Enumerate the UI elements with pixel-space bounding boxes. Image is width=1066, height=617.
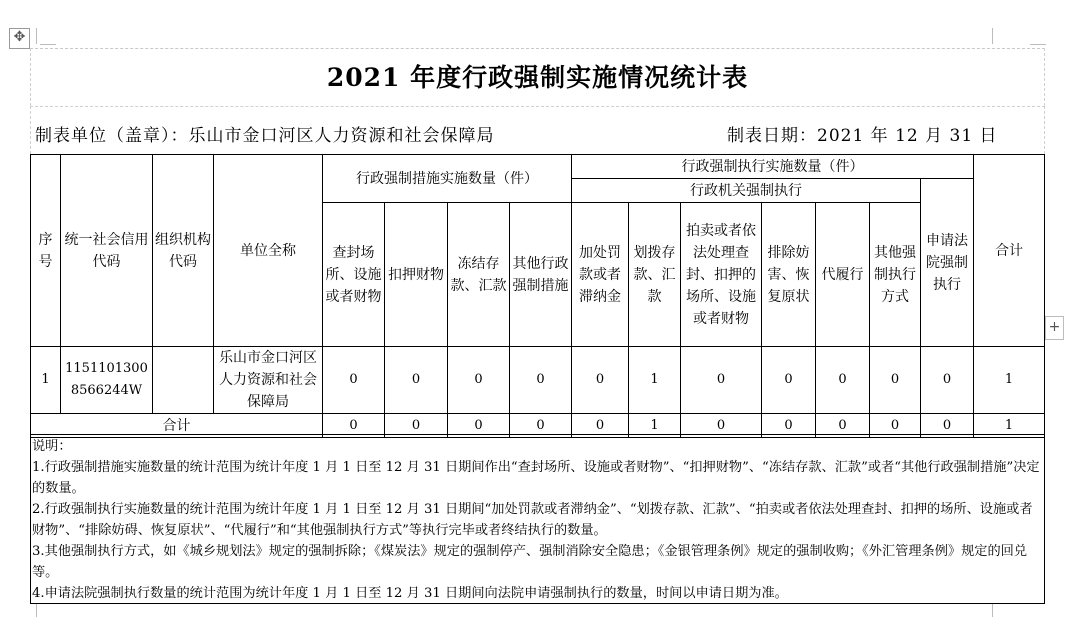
header-total: 合计 (974, 155, 1045, 347)
header-measure-seal: 查封场所、设施或者财物 (323, 203, 385, 347)
row-value: 0 (385, 347, 448, 414)
header-unit-name: 单位全称 (214, 155, 323, 347)
note-item: 4.申请法院强制执行数量的统计范围为统计年度 1 月 1 日至 12 月 31 日期间向法院申请强制执行的数量，时间以申请日期为准。 (32, 586, 788, 601)
crop-mark (992, 28, 993, 44)
header-agency-transfer: 划拨存款、汇款 (629, 203, 681, 347)
row-unit-name: 乐山市金口河区人力资源和社会保障局 (214, 347, 323, 414)
header-agency-group: 行政机关强制执行 (572, 179, 921, 203)
total-value: 0 (323, 414, 385, 438)
header-agency-substitute: 代履行 (816, 203, 870, 347)
header-agency-remove: 排除妨害、恢复原状 (762, 203, 816, 347)
row-value: 0 (921, 347, 974, 414)
row-value: 0 (323, 347, 385, 414)
row-credit-code: 11511013008566244W (61, 347, 153, 414)
header-org-code: 组织机构代码 (153, 155, 214, 347)
total-value: 0 (870, 414, 921, 438)
crop-mark (36, 28, 37, 44)
header-measures-group: 行政强制措施实施数量（件） (323, 155, 572, 203)
total-value: 0 (681, 414, 762, 438)
row-value: 0 (448, 347, 510, 414)
notes-heading: 说明： (32, 439, 72, 454)
header-agency-penalty: 加处罚款或者滞纳金 (572, 203, 629, 347)
total-label: 合计 (31, 414, 323, 438)
crop-mark (1030, 44, 1046, 45)
row-value: 1 (629, 347, 681, 414)
row-value: 0 (681, 347, 762, 414)
total-value: 1 (974, 414, 1045, 438)
note-item: 3.其他强制执行方式，如《城乡规划法》规定的强制拆除；《煤炭法》规定的强制停产、强制消除安全隐患；《金银管理条例》规定的强制收购；《外汇管理条例》规定的回兑等。 (32, 544, 1028, 580)
table-row (31, 347, 1045, 414)
crop-mark (992, 604, 993, 617)
table-move-handle-icon[interactable]: ✥ (9, 28, 30, 49)
page-title: 2021 年度行政强制实施情况统计表 (30, 48, 1045, 106)
crop-mark (40, 44, 56, 45)
header-measure-seize: 扣押财物 (385, 203, 448, 347)
add-column-icon[interactable]: + (1045, 316, 1064, 340)
row-value: 0 (816, 347, 870, 414)
header-court: 申请法院强制执行 (921, 179, 974, 347)
reporting-unit: 制表单位（盖章）：乐山市金口河区人力资源和社会保障局 (35, 126, 495, 146)
total-value: 0 (448, 414, 510, 438)
header-seq: 序号 (31, 155, 61, 347)
row-value: 0 (572, 347, 629, 414)
notes-section (30, 434, 1045, 604)
total-value: 0 (385, 414, 448, 438)
row-value: 0 (870, 347, 921, 414)
row-seq: 1 (31, 347, 61, 414)
table-subheader (30, 106, 1045, 154)
total-value: 0 (816, 414, 870, 438)
statistics-table (30, 154, 1045, 438)
report-date: 制表日期：2021 年 12 月 31 日 (727, 126, 998, 146)
total-value: 1 (629, 414, 681, 438)
total-value: 0 (510, 414, 572, 438)
document-page (30, 48, 1045, 604)
row-org-code (153, 347, 214, 414)
header-measure-freeze: 冻结存款、汇款 (448, 203, 510, 347)
header-execution-group: 行政强制执行实施数量（件） (572, 155, 974, 179)
crop-mark (36, 604, 37, 617)
header-agency-other: 其他强制执行方式 (870, 203, 921, 347)
total-value: 0 (762, 414, 816, 438)
header-credit-code: 统一社会信用代码 (61, 155, 153, 347)
row-value: 0 (510, 347, 572, 414)
note-item: 1.行政强制措施实施数量的统计范围为统计年度 1 月 1 日至 12 月 31 日期间作出“查封场所、设施或者财物”、“扣押财物”、“冻结存款、汇款”或者“其他行政强制措施”决定的数量。 (32, 460, 1040, 496)
note-item: 2.行政强制执行实施数量的统计范围为统计年度 1 月 1 日至 12 月 31 日期间“加处罚款或者滞纳金”、“划拨存款、汇款”、“拍卖或者依法处理查封、扣押的场所、设施或者财物”、“排除妨碍、恢复原状”、“代履行”和“其他强制执行方式”等执行完毕或者终结执行的数量。 (32, 502, 1033, 538)
row-value: 1 (974, 347, 1045, 414)
header-agency-auction: 拍卖或者依法处理查封、扣押的场所、设施或者财物 (681, 203, 762, 347)
total-value: 0 (921, 414, 974, 438)
total-value: 0 (572, 414, 629, 438)
header-measure-other: 其他行政强制措施 (510, 203, 572, 347)
row-value: 0 (762, 347, 816, 414)
